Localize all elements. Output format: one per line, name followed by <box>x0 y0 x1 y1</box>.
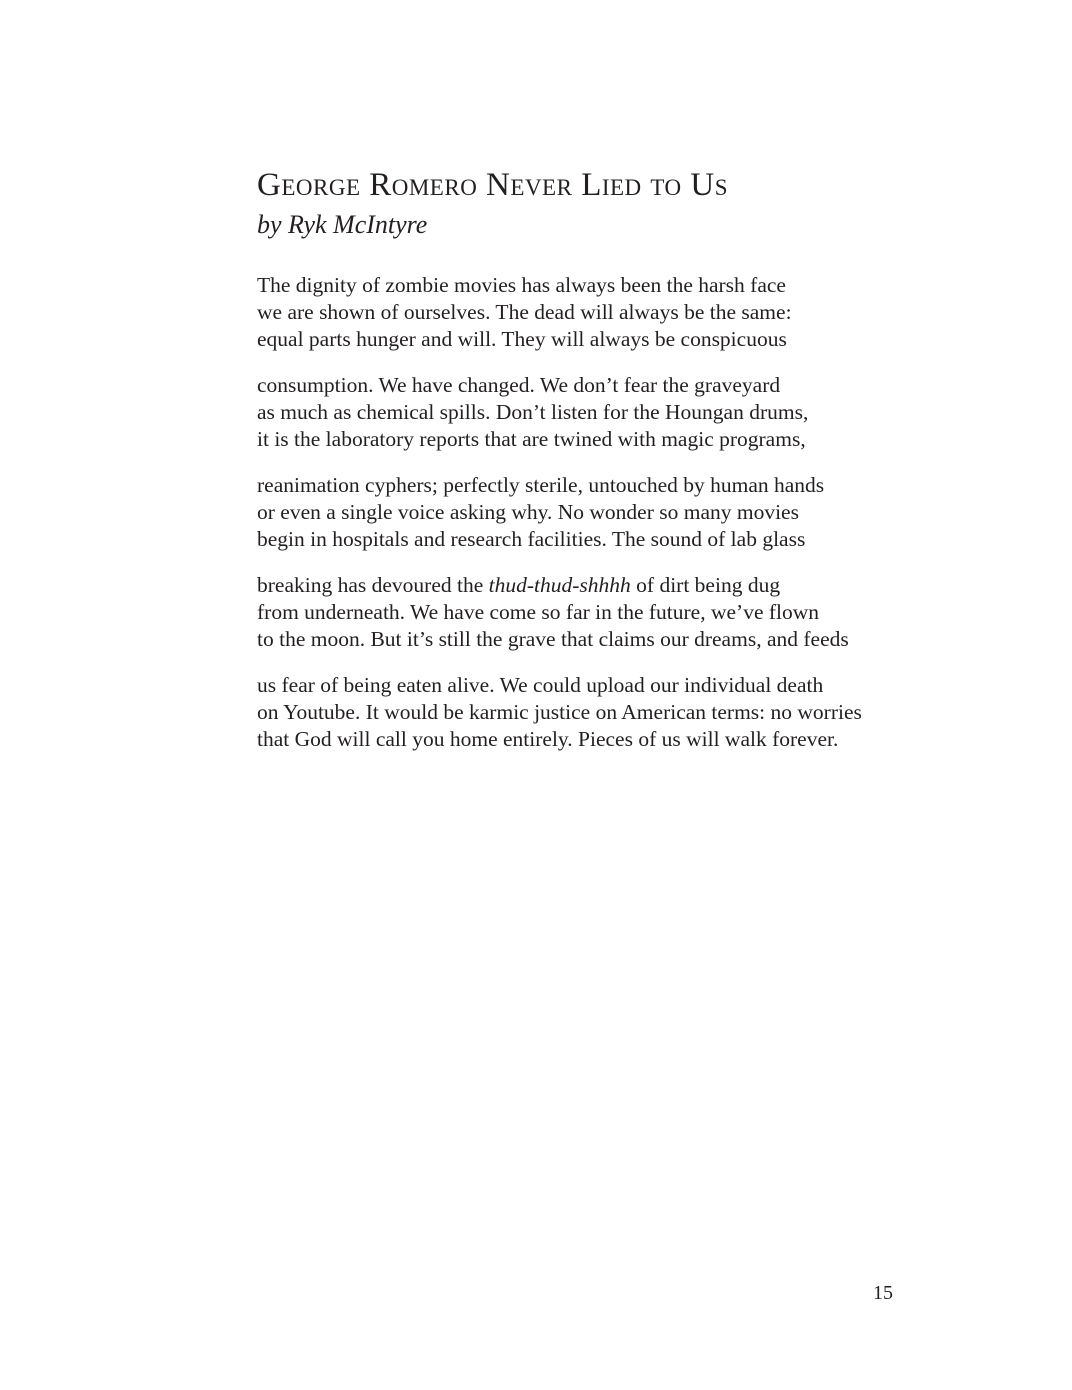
text-segment: it is the laboratory reports that are twined with magic programs, <box>257 427 806 451</box>
poem <box>257 272 957 772</box>
poem-byline: by Ryk McIntyre <box>257 209 428 239</box>
text-segment: breaking has devoured the <box>257 573 489 597</box>
poem-line <box>257 726 957 753</box>
text-segment: from underneath. We have come so far in the future, we’ve flown <box>257 600 820 624</box>
poem-line <box>257 499 957 526</box>
poem-line <box>257 472 957 499</box>
page-number-area <box>257 1281 893 1305</box>
text-segment: us fear of being eaten alive. We could upload our individual death <box>257 673 824 697</box>
text-segment: of dirt being dug <box>630 573 781 597</box>
text-segment: or even a single voice asking why. No wonder so many movies <box>257 500 799 524</box>
text-segment: to the moon. But it’s still the grave that claims our dreams, and feeds <box>257 627 849 651</box>
poem-line <box>257 426 957 453</box>
poem-header <box>257 167 937 240</box>
italic-phrase: thud-thud-shhhh <box>488 573 631 597</box>
text-segment: consumption. We have changed. We don’t fear the graveyard <box>257 373 781 397</box>
poem-line <box>257 372 957 399</box>
poem-stanza <box>257 372 957 453</box>
poem-stanza <box>257 272 957 353</box>
page-number: 15 <box>873 1282 893 1304</box>
poem-line <box>257 399 957 426</box>
poem-line <box>257 326 957 353</box>
poem-line <box>257 299 957 326</box>
poem-stanza <box>257 572 957 653</box>
poem-title: George Romero Never Lied to Us <box>257 167 729 203</box>
text-segment: equal parts hunger and will. They will always be conspicuous <box>257 327 787 351</box>
poem-stanza <box>257 472 957 553</box>
poem-line <box>257 526 957 553</box>
poem-line <box>257 699 957 726</box>
text-segment: The dignity of zombie movies has always been the harsh face <box>257 273 786 297</box>
text-segment: on Youtube. It would be karmic justice on American terms: no worries <box>257 700 862 724</box>
poem-line <box>257 672 957 699</box>
poem-line <box>257 572 957 599</box>
text-segment: that God will call you home entirely. Pieces of us will walk forever. <box>257 727 839 751</box>
poem-line <box>257 626 957 653</box>
text-segment: reanimation cyphers; perfectly sterile, untouched by human hands <box>257 473 825 497</box>
text-segment: as much as chemical spills. Don’t listen for the Houngan drums, <box>257 400 809 424</box>
poem-stanza <box>257 672 957 753</box>
poem-line <box>257 599 957 626</box>
text-segment: begin in hospitals and research facilities. The sound of lab glass <box>257 527 806 551</box>
poem-line <box>257 272 957 299</box>
text-segment: we are shown of ourselves. The dead will always be the same: <box>257 300 792 324</box>
